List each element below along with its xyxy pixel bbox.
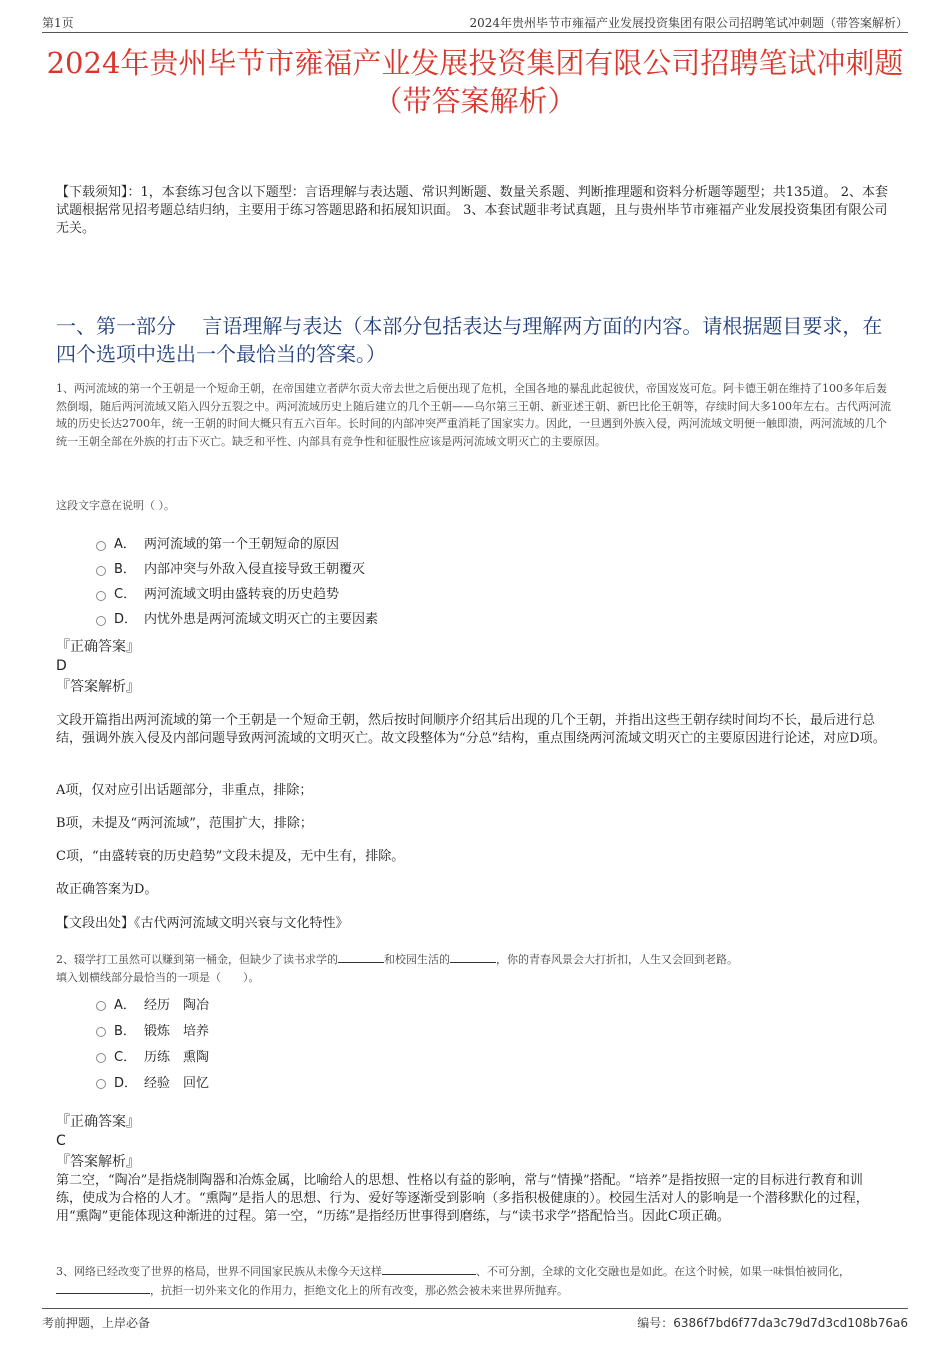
option-a[interactable]: A． 经历 陶冶: [96, 990, 209, 1016]
answer-value: C: [56, 1133, 66, 1149]
question-2-prompt: 填入划横线部分最恰当的一项是（ ）。: [56, 971, 260, 984]
question-1-prompt: 这段文字意在说明（ ）。: [56, 499, 175, 512]
download-notice: 【下载须知】：1，本套练习包含以下题型：言语理解与表达题、常识判断题、数量关系题、判断推理题和资料分析题等题型；共135道。 2、本套试题根据常见招考题总结归纳，主要用于练习答题思路和拓展知识面。 3、本套试题非考试真题，且与贵州毕节市雍福产业发展投资集团有限公司无关。: [56, 185, 888, 236]
header-rule: [42, 32, 908, 33]
radio-icon[interactable]: [96, 1027, 106, 1037]
radio-icon[interactable]: [96, 1001, 106, 1011]
document-title: 2024年贵州毕节市雍福产业发展投资集团有限公司招聘笔试冲刺题（带答案解析）: [46, 46, 904, 118]
option-text: 经验 回忆: [144, 1075, 210, 1091]
option-d[interactable]: D． 内忧外患是两河流域文明灭亡的主要因素: [96, 605, 378, 630]
footer-code: 编号：6386f7bd6f77da3c79d7d3cd108b76a6: [637, 1316, 908, 1330]
analysis-text: 第二空，“陶冶”是指烧制陶器和冶炼金属，比喻给人的思想、性格以有益的影响，常与“情操”搭配。“培养”是指按照一定的目标进行教育和训练，使成为合格的人才。“熏陶”是指人的思想、行为、爱好等逐渐受到影响（多指积极健康的）。校园生活对人的影响是一个潜移默化的过程，用“熏陶”更能体现这种渐进的过程。第一空，“历练”是指经历世事得到磨练，与“读书求学”搭配恰当。因此C项正确。: [56, 1173, 869, 1224]
option-text: 经历 陶冶: [144, 997, 210, 1013]
option-c[interactable]: C． 两河流域文明由盛转衰的历史趋势: [96, 580, 378, 605]
answer-label: 『正确答案』: [56, 1114, 140, 1130]
blank-1: [338, 950, 384, 963]
question-3-stem: 3、网络已经改变了世界的格局，世界不同国家民族从未像今天这样 、不可分割，全球的文化交融也是如此。在这个时候，如果一味惧怕被同化，，抗拒一切外来文化的作用力，拒绝文化上的所有改变，那必然会被未来世界所抛弃。: [56, 1262, 888, 1299]
option-text: 历练 熏陶: [144, 1049, 210, 1065]
page-number: 第1页: [42, 16, 74, 30]
option-text: 锻炼 培养: [144, 1023, 210, 1039]
option-text: 内部冲突与外敌入侵直接导致王朝覆灭: [144, 562, 366, 577]
analysis-label: 『答案解析』: [56, 679, 140, 695]
answer-label: 『正确答案』: [56, 639, 140, 655]
question-1-stem: 1、两河流域的第一个王朝是一个短命王朝，在帝国建立者萨尔贡大帝去世之后便出现了危机，全国各地的暴乱此起彼伏，帝国岌岌可危。阿卡德王朝在维持了100多年后轰然倒塌，随后两河流域又陷入四分五裂之中。两河流域历史上随后建立的几个王朝——乌尔第三王朝、新亚述王朝、新巴比伦王朝等，存续时间大多100年左右。古代两河流域的历史长达2700年，统一王朝的时间大概只有五六百年。长时间的内部冲突严重消耗了国家实力。因此，一旦遇到外族入侵，两河流域文明便一触即溃，两河流域的几个统一王朝全部在外族的打击下灭亡。缺乏和平性、内部具有竞争性和征服性应该是两河流域文明灭亡的主要原因。: [56, 382, 891, 448]
answer-value: D: [56, 658, 67, 674]
running-header-title: 2024年贵州毕节市雍福产业发展投资集团有限公司招聘笔试冲刺题（带答案解析）: [469, 16, 908, 30]
question-1-options: [96, 530, 378, 630]
option-text: 两河流域文明由盛转衰的历史趋势: [144, 587, 340, 602]
footer-rule: [42, 1308, 908, 1309]
radio-icon[interactable]: [96, 1053, 106, 1063]
text-source: 【文段出处】《古代两河流域文明兴衰与文化特性》: [56, 916, 349, 931]
blank-1: [382, 1262, 476, 1275]
option-d[interactable]: D． 经验 回忆: [96, 1068, 209, 1094]
radio-icon[interactable]: [96, 591, 106, 601]
analysis-text: 文段开篇指出两河流域的第一个王朝是一个短命王朝，然后按时间顺序介绍其后出现的几个王朝，并指出这些王朝存续时间均不长，最后进行总结，强调外族入侵及内部问题导致两河流域的文明灭亡。故文段整体为“分总”结构，重点围绕两河流域文明灭亡的主要原因进行论述，对应D项。: [56, 713, 886, 746]
question-2-options: [96, 990, 209, 1094]
option-a[interactable]: A． 两河流域的第一个王朝短命的原因: [96, 530, 378, 555]
radio-icon[interactable]: [96, 1079, 106, 1089]
question-2-stem: 2、辍学打工虽然可以赚到第一桶金，但缺少了读书求学的 和校园生活的 ，你的青春风景会大打折扣，人生又会回到老路。: [56, 950, 896, 969]
blank-2: [450, 950, 496, 963]
footer-slogan: 考前押题，上岸必备: [42, 1316, 151, 1330]
option-text: 内忧外患是两河流域文明灭亡的主要因素: [144, 612, 379, 627]
radio-icon[interactable]: [96, 566, 106, 576]
analysis-conclusion: 故正确答案为D。: [56, 882, 158, 897]
radio-icon[interactable]: [96, 616, 106, 626]
radio-icon[interactable]: [96, 541, 106, 551]
option-b[interactable]: B． 内部冲突与外敌入侵直接导致王朝覆灭: [96, 555, 378, 580]
analysis-line-b: B项，未提及“两河流域”，范围扩大，排除；: [56, 816, 313, 831]
option-c[interactable]: C． 历练 熏陶: [96, 1042, 209, 1068]
analysis-line-a: A项，仅对应引出话题部分，非重点，排除；: [56, 783, 313, 798]
analysis-label: 『答案解析』: [56, 1154, 140, 1170]
analysis-line-c: C项，“由盛转衰的历史趋势”文段未提及，无中生有，排除。: [56, 849, 405, 864]
option-text: 两河流域的第一个王朝短命的原因: [144, 537, 340, 552]
option-b[interactable]: B． 锻炼 培养: [96, 1016, 209, 1042]
section-heading: 一、第一部分 言语理解与表达（本部分包括表达与理解两方面的内容。请根据题目要求，在四个选项中选出一个最恰当的答案。）: [56, 314, 883, 366]
blank-2: [56, 1281, 150, 1294]
